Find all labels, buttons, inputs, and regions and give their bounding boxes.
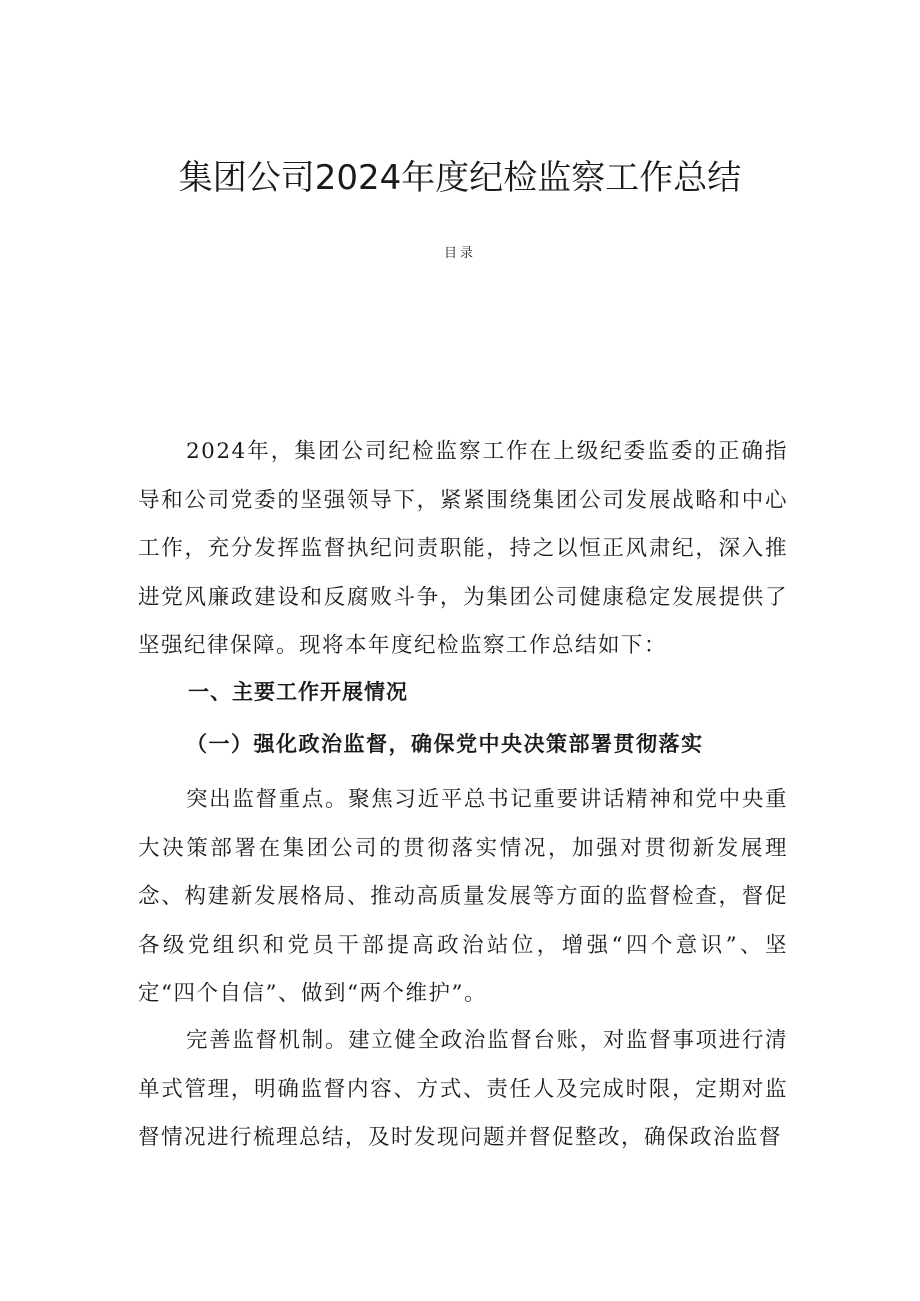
subsection-heading: （一）强化政治监督，确保党中央决策部署贯彻落实 [186,731,704,756]
document-title: 集团公司2024年度纪检监察工作总结 [178,158,742,198]
section-heading: 一、主要工作开展情况 [188,680,408,704]
body-paragraph: 突出监督重点。聚焦习近平总书记重要讲话精神和党中央重大决策部署在集团公司的贯彻落实情况，加强对贯彻新发展理念、构建新发展格局、推动高质量发展等方面的监督检查，督促各级党组织和党员干部提高政治站位，增强“四个意识”、坚定“四个自信”、做到“两个维护”。 [138,787,788,1006]
toc-label: 目录 [443,246,476,261]
body-paragraph: 完善监督机制。建立健全政治监督台账，对监督事项进行清单式管理，明确监督内容、方式、责任人及完成时限，定期对监督情况进行梳理总结，及时发现问题并督促整改，确保政治监督 [138,1028,788,1150]
intro-paragraph: 2024年，集团公司纪检监察工作在上级纪委监委的正确指导和公司党委的坚强领导下，紧紧围绕集团公司发展战略和中心工作，充分发挥监督执纪问责职能，持之以恒正风肃纪，深入推进党风廉政建设和反腐败斗争，为集团公司健康稳定发展提供了坚强纪律保障。现将本年度纪检监察工作总结如下： [138,439,788,658]
